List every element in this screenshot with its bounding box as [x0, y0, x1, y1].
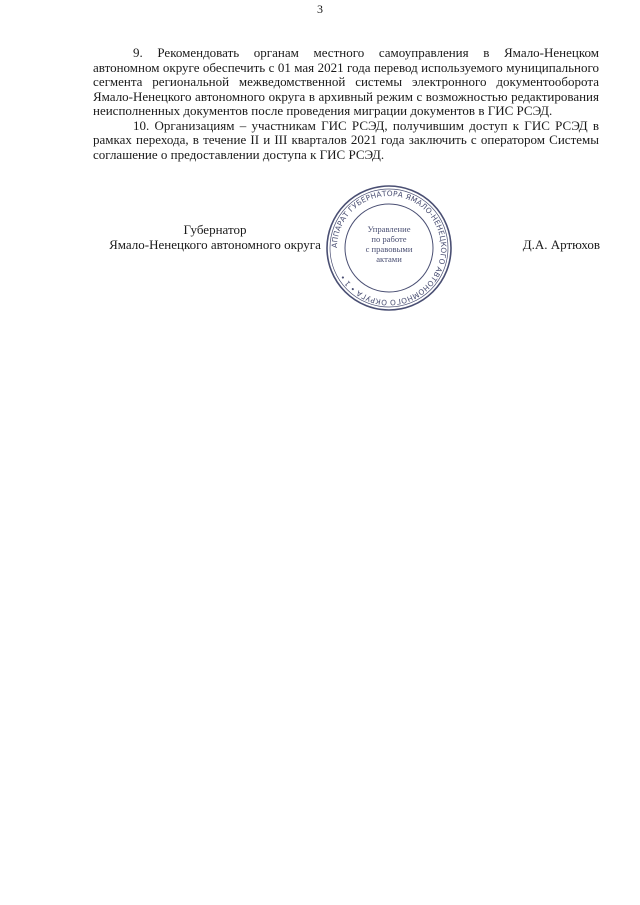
seal-center-line-4: актами	[376, 254, 402, 264]
signer-region: Ямало-Ненецкого автономного округа	[109, 237, 321, 252]
seal-center-line-3: с правовыми	[365, 244, 413, 254]
document-body	[93, 46, 599, 162]
page-number: 3	[317, 2, 323, 16]
seal-center-line-1: Управление	[367, 224, 411, 234]
paragraph-10: 10. Организациям – участникам ГИС РСЭД, получившим доступ к ГИС РСЭД в рамках перехода, в течение II и III кварталов 2021 года заключить с оператором Системы соглашение о предоставлении доступа к ГИС РСЭД.	[93, 117, 599, 162]
paragraph-9: 9. Рекомендовать органам местного самоуправления в Ямало-Ненецком автономном округе обеспечить с 01 мая 2021 года перевод используемого муниципального сегмента региональной межведомственной системы электронного документооборота Ямало-Ненецкого автономного округа в архивный режим с возможностью редактирования неисполненных документов после проведения миграции документов в ГИС РСЭД.	[93, 45, 599, 118]
signer-title	[92, 222, 338, 252]
signer-position: Губернатор	[183, 222, 247, 237]
seal-center-line-2: по работе	[371, 234, 407, 244]
official-seal	[324, 183, 454, 313]
seal-ring-text: АППАРАТ ГУБЕРНАТОРА ЯМАЛО-НЕНЕЦКОГО АВТОНОМНОГО ОКРУГА • 1 •	[329, 188, 449, 308]
signer-name: Д.А. Артюхов	[522, 237, 600, 252]
seal-graphic	[324, 183, 454, 313]
